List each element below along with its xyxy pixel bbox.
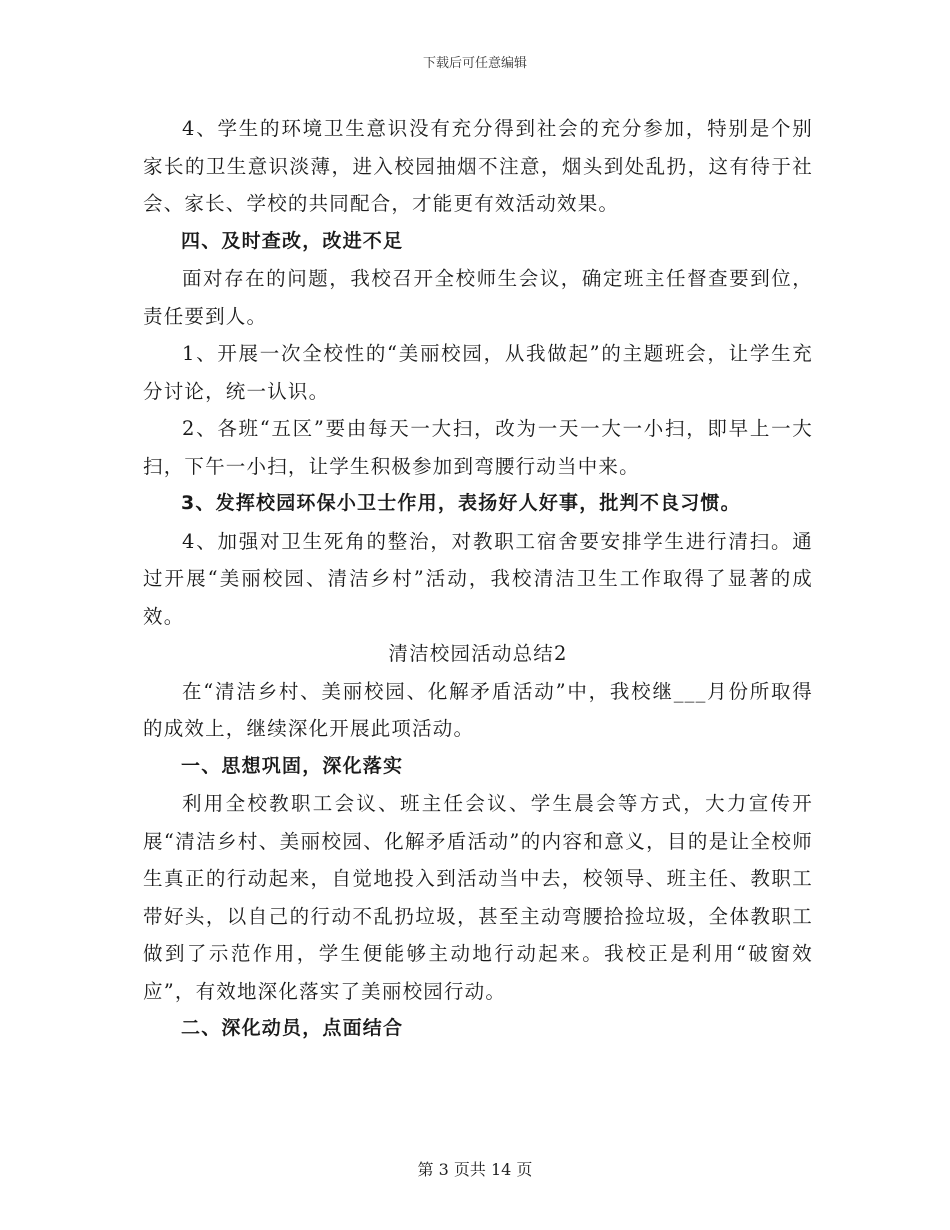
section-heading-1: 一、思想巩固，深化落实 — [181, 754, 404, 777]
section-title-summary-2: 清洁校园活动总结2 — [388, 642, 568, 665]
section-heading-2: 二、深化动员，点面结合 — [181, 1017, 404, 1039]
paragraph-item-2: 2、各班“五区”要由每天一大扫，改为一天一大一小扫，即早上一大扫，下午一小扫，让学生积极参加到弯腰行动当中来。 — [143, 417, 813, 478]
paragraph-publicity: 利用全校教职工会议、班主任会议、学生晨会等方式，大力宣传开展“清洁乡村、美丽校园、化解矛盾活动”的内容和意义，目的是让全校师生真正的行动起来，自觉地投入到活动当中去，校领导、班主任、教职工带好头，以自己的行动不乱扔垃圾，甚至主动弯腰拾捡垃圾，全体教职工做到了示范作用，学生便能够主动地行动起来。我校正是利用“破窗效应”，有效地深化落实了美丽校园行动。 — [143, 792, 813, 1003]
page-footer: 第 3 页共 14 页 — [417, 1160, 533, 1179]
section-heading-4: 四、及时查改，改进不足 — [181, 229, 404, 252]
paragraph-item-1: 1、开展一次全校性的“美丽校园，从我做起”的主题班会，让学生充分讨论，统一认识。 — [143, 342, 813, 403]
paragraph-meeting: 面对存在的问题，我校召开全校师生会议，确定班主任督查要到位，责任要到人。 — [143, 267, 813, 328]
paragraph-item-4-cleanup: 4、加强对卫生死角的整治，对教职工宿舍要安排学生进行清扫。通过开展“美丽校园、清洁乡村”活动，我校清洁卫生工作取得了显著的成效。 — [143, 529, 813, 628]
document-body — [143, 110, 813, 1048]
paragraph-intro-2: 在“清洁乡村、美丽校园、化解矛盾活动”中，我校继___月份所取得的成效上，继续深化开展此项活动。 — [143, 679, 813, 740]
page-header: 下载后可任意编辑 — [422, 56, 527, 71]
paragraph-item-3: 3、发挥校园环保小卫士作用，表扬好人好事，批判不良习惯。 — [181, 492, 741, 514]
paragraph-item-4-awareness: 4、学生的环境卫生意识没有充分得到社会的充分参加，特别是个别家长的卫生意识淡薄，进入校园抽烟不注意，烟头到处乱扔，这有待于社会、家长、学校的共同配合，才能更有效活动效果。 — [143, 117, 813, 215]
